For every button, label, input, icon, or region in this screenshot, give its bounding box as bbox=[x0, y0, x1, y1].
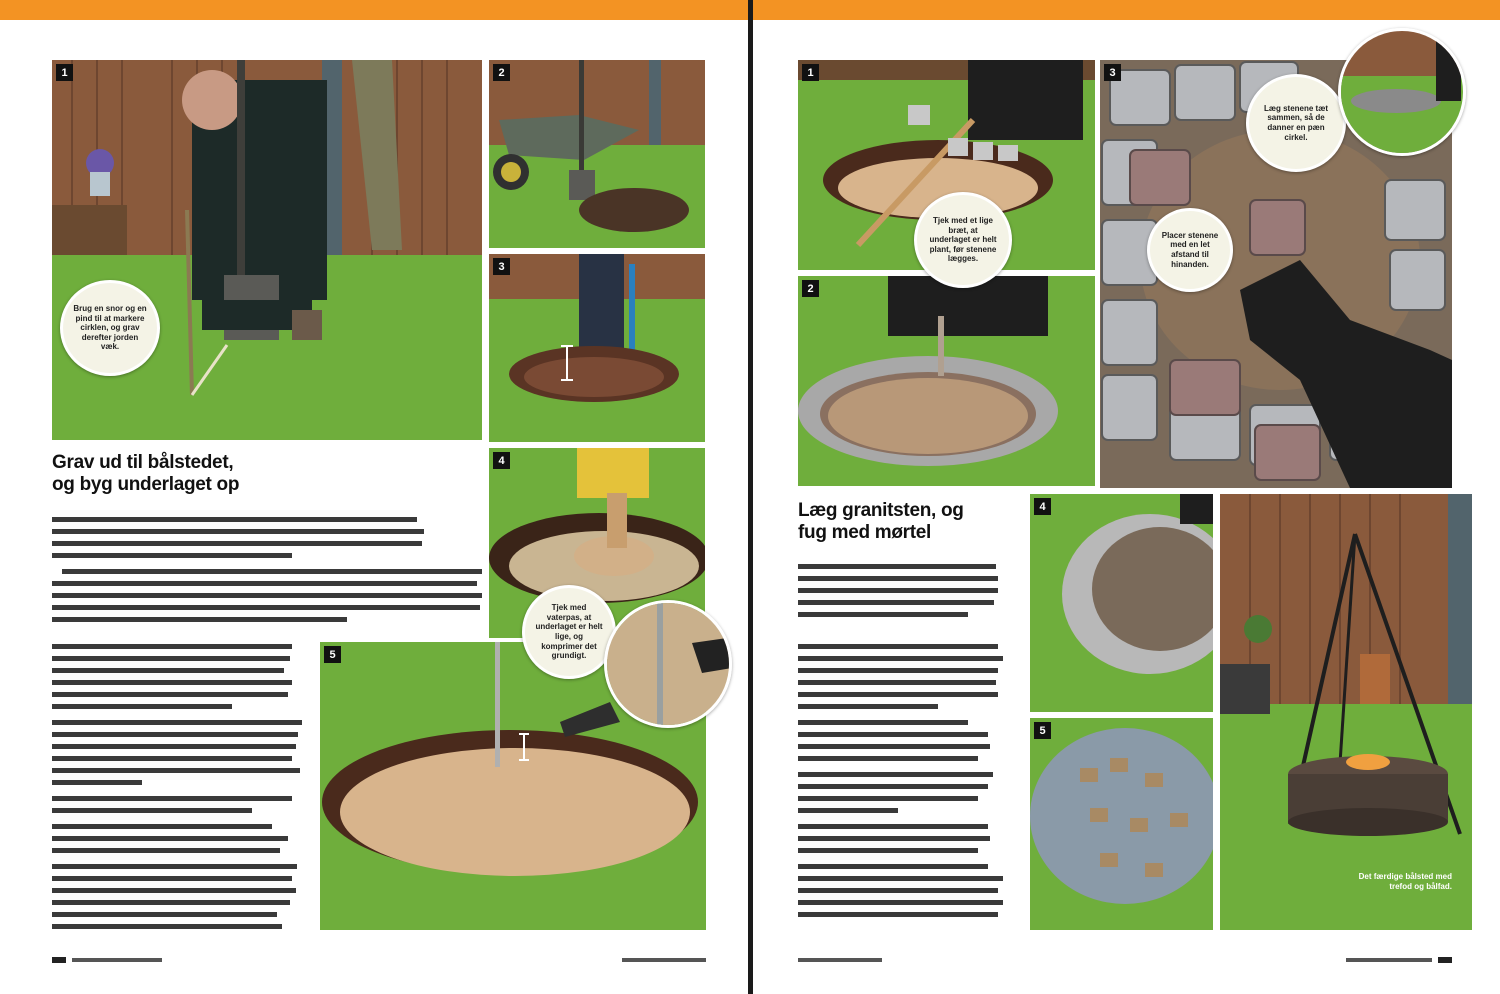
detail-inset-image bbox=[1341, 31, 1466, 156]
right-article-heading bbox=[798, 500, 1023, 544]
heading-line: Grav ud til bålstedet, bbox=[52, 452, 234, 473]
photo-number: 4 bbox=[1034, 498, 1051, 515]
step-list-lines bbox=[798, 642, 1023, 932]
detail-inset-right-3 bbox=[1338, 28, 1466, 156]
heading-line: Læg granitsten, og bbox=[798, 500, 964, 521]
folio-right-lines bbox=[798, 956, 1452, 964]
body-text-lines bbox=[52, 514, 484, 622]
detail-inset-left-5 bbox=[604, 600, 732, 728]
left-article-heading bbox=[52, 452, 472, 496]
photo-left-2 bbox=[489, 60, 705, 248]
photo-left-1 bbox=[52, 60, 482, 440]
page-spine bbox=[748, 0, 753, 994]
photo-right-4 bbox=[1030, 494, 1213, 712]
photo-right-6 bbox=[1220, 494, 1472, 930]
folio-left-lines bbox=[52, 956, 706, 964]
accent-bar-left bbox=[0, 0, 748, 20]
photo-number: 3 bbox=[1104, 64, 1121, 81]
heading-line: og byg underlaget op bbox=[52, 473, 240, 495]
tip-bubble-left-5: Tjek med vaterpas, at underlaget er helt lige, og komprimer det grundigt. bbox=[522, 585, 616, 679]
photo-left-1-image bbox=[52, 60, 482, 440]
tip-bubble-right-2b: Placer stenene med en let afstand til hinanden. bbox=[1147, 208, 1233, 292]
body-text-lines bbox=[798, 562, 1023, 624]
tip-bubble-right-1: Tjek med et lige bræt, at underlaget er helt plant, før stenene lægges. bbox=[914, 192, 1012, 288]
photo-right-5-image bbox=[1030, 718, 1213, 930]
left-body-text bbox=[52, 514, 484, 625]
photo-right-5 bbox=[1030, 718, 1213, 930]
photo-number: 2 bbox=[493, 64, 510, 81]
photo-number: 2 bbox=[802, 280, 819, 297]
tip-bubble-right-2a: Læg stenene tæt sammen, så de danner en pæn cirkel. bbox=[1246, 74, 1346, 172]
photo-right-4-image bbox=[1030, 494, 1213, 712]
photo-right-2 bbox=[798, 276, 1095, 486]
photo-left-3 bbox=[489, 254, 705, 442]
detail-inset-image bbox=[607, 603, 732, 728]
tip-bubble-left-1: Brug en snor og en pind til at markere cirklen, og grav derefter jorden væk. bbox=[60, 280, 160, 376]
photo-number: 4 bbox=[493, 452, 510, 469]
heading-line: fug med mørtel bbox=[798, 521, 932, 543]
photo-number: 5 bbox=[1034, 722, 1051, 739]
left-step-list bbox=[52, 642, 304, 933]
right-step-list bbox=[798, 642, 1023, 935]
photo-left-3-image bbox=[489, 254, 705, 442]
photo-right-6-image bbox=[1220, 494, 1472, 930]
right-body-text bbox=[798, 562, 1023, 627]
folio-left bbox=[52, 956, 706, 966]
step-list-lines bbox=[52, 642, 304, 930]
photo-left-2-image bbox=[489, 60, 705, 248]
photo-right-2-image bbox=[798, 276, 1095, 486]
accent-bar-right bbox=[753, 0, 1500, 20]
photo-number: 1 bbox=[802, 64, 819, 81]
photo-number: 5 bbox=[324, 646, 341, 663]
folio-right bbox=[798, 956, 1452, 966]
photo-number: 3 bbox=[493, 258, 510, 275]
caption-right-6: Det færdige bålsted med trefod og bålfad. bbox=[1358, 872, 1452, 892]
photo-number: 1 bbox=[56, 64, 73, 81]
